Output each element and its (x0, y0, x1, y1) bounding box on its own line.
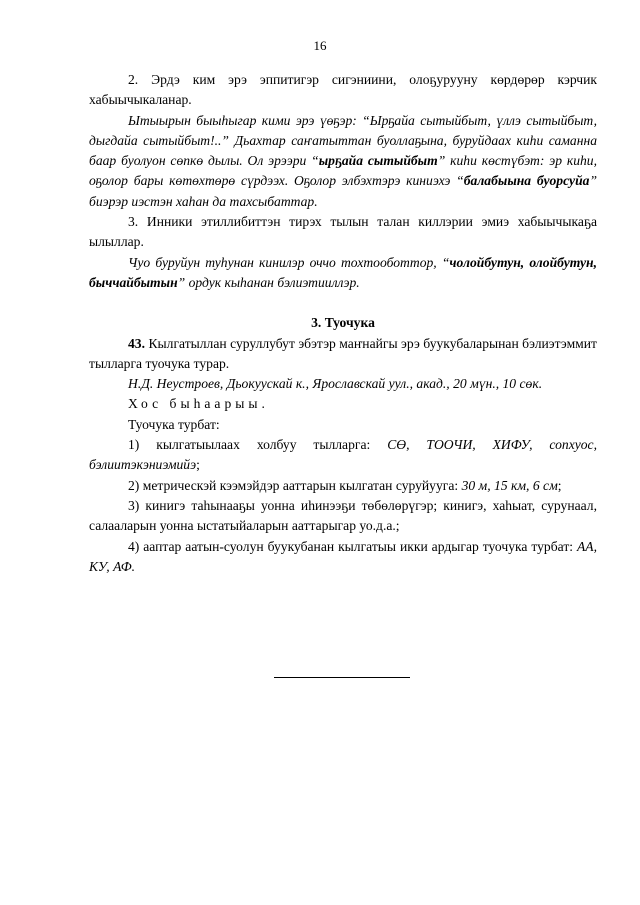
special-note-label: Хос быһаарыы. (128, 396, 269, 412)
end-rule-divider (274, 677, 410, 678)
example-paragraph-3 (89, 253, 597, 294)
list-item-2: 2. Эрдэ ким эрэ эппитигэр сигэниини, олоҕурууну көрдөрөр кэрчик хабыычыкаланар. (89, 72, 597, 108)
exception-item-4: 4) ааптар аатын-суолун буукубанан кылгатыы икки ардыгар туочука турбат: АА, КУ, АФ. (89, 538, 597, 574)
exception-item-1: 1) кылгатыылаах холбуу тылларга: СӨ, ТООЧИ, ХИФУ, сопхуос, бэлиитэкэниэмийэ; (89, 437, 597, 473)
page-number: 16 (313, 38, 327, 53)
exception-item-2: 2) метрическэй кээмэйдэр ааттарын кылгатан суруйууга: 30 м, 15 км, 6 см; (128, 477, 562, 493)
example-text: Чуо буруйун туһунан кинилэр оччо тохтооботтор, “ (128, 254, 450, 270)
example-text: ” киһи көстүбэт: эр киһи, оҕолор бары көтөхтөрө сүрдээх. Оҕолор элбэхтэрэ киниэхэ “ (89, 153, 598, 189)
rule-text: Кылгатыллан суруллубут эбэтэр маҥнайгы эрэ буукубаларынан бэлиэтэммит тылларга туочука турар. (89, 335, 597, 371)
rule-paragraph (89, 334, 597, 375)
example-keyword: чолойбутун, олойбутун, быччайбытын (89, 254, 597, 290)
exception-item-3: 3) кинигэ таһынааҕы уонна иһинээҕи төбөлөрүгэр; кинигэ, хаһыат, сурунаал, салааларын уонна ыстатыйаларын ааттарыгар уо.д.а.; (89, 497, 597, 534)
example-text: ” биэрэр иэстэн хаһан да тахсыбаттар. (89, 173, 597, 209)
example-text: АА, КУ, АФ. (89, 538, 597, 574)
example-text: 30 м, 15 км, 6 см (461, 477, 558, 493)
example-keyword: балабыына буорсуйа (463, 173, 590, 189)
rule-example: Н.Д. Неустроев, Дьокуускай к., Ярославскай уул., акад., 20 мүн., 10 сөк. (128, 376, 543, 392)
rule-number: 43. (128, 335, 145, 351)
example-keyword: ырҕайа сытыйбыт (318, 153, 438, 169)
list-item-3: 3. Инники этиллибиттэн тирэх тылын талан киллэрии эмиэ хабыычыкаҕа ылыллар. (89, 214, 597, 250)
example-text: СӨ, ТООЧИ, ХИФУ, сопхуос, бэлиитэкэниэмийэ (89, 437, 597, 473)
page-body (89, 70, 597, 577)
example-text: ” ордук кыһанан бэлиэтииллэр. (177, 274, 360, 290)
section-title: 3. Туочука (311, 315, 375, 331)
exceptions-intro: Туочука турбат: (128, 416, 220, 432)
example-paragraph-2 (89, 111, 597, 212)
example-text: Ытыырын быыһыгар кими эрэ үөҕэр: “Ырҕайа сытыйбыт, үллэ сытыйбыт, дыгдайа сытыйбыт!..” Дьахтар саҥатыттан буоллаҕына, буруйдаах киһи саманна баар буолуон сөпкө дылы. Ол эрээри “ (89, 112, 597, 169)
